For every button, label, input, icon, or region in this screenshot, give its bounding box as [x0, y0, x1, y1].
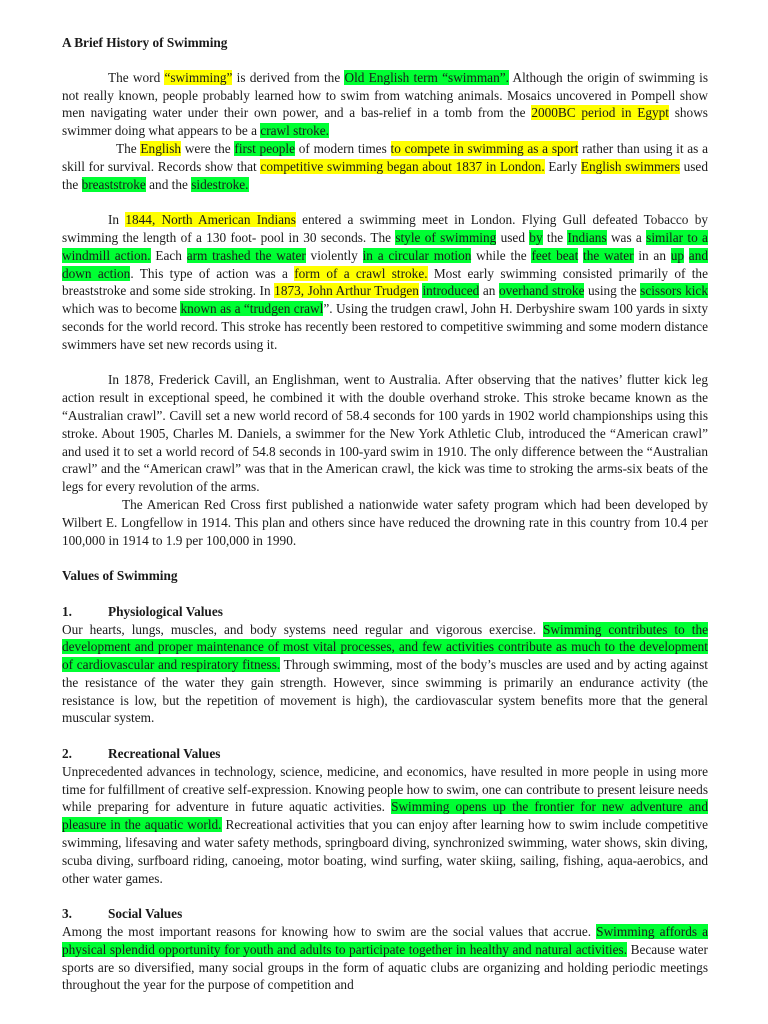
section-number: 1.	[62, 603, 72, 619]
spacer	[62, 354, 708, 372]
document-page	[62, 34, 708, 994]
spacer	[62, 193, 708, 211]
highlight-green: sidestroke.	[191, 176, 249, 192]
highlight-yellow: English swimmers	[580, 158, 680, 174]
highlight-green: overhand stroke	[498, 283, 585, 299]
section-heading	[62, 745, 708, 763]
section-number: 2.	[62, 746, 72, 762]
spacer	[62, 549, 708, 567]
highlight-green: the water	[583, 247, 634, 263]
paragraph: In 1878, Frederick Cavill, an Englishman, went to Australia. After observing that the natives’ flutter kick leg action result in exceptional speed, he combined it with the double overhand stroke. This stroke became known as the “Australian crawl”. Cavill set a new world record of 58.4 seconds for 100 yards in 1902 world championships using this stroke. About 1905, Charles M. Daniels, a swimmer for the New York Athletic Club, introduced the “American crawl” and used it to set a world record of 54.8 seconds in 100-yard swim in 1910. The only difference between the “Australian crawl” and the “American crawl” was that in the American crawl, the kick was time to stroking the arms-six beats of the legs for every revolution of the arms.	[62, 372, 708, 495]
values-title: Values of Swimming	[62, 568, 178, 584]
section-heading-text: Physiological Values	[108, 603, 223, 619]
document-title: A Brief History of Swimming	[62, 35, 228, 50]
highlight-yellow: to compete in swimming as a sport	[390, 140, 579, 156]
highlight-green: style of swimming	[395, 229, 497, 245]
highlight-green: and down action	[62, 247, 708, 281]
highlight-green: crawl stroke.	[260, 123, 329, 139]
highlight-green: Swimming contributes to the development and proper maintenance of most vital processes, and few activities contribute as much to the development of cardiovascular and respiratory fitness.	[62, 621, 708, 673]
highlight-green: known as a “trudgen crawl	[180, 301, 324, 317]
spacer	[62, 585, 708, 603]
highlight-yellow: 1873, John Arthur Trudgen	[274, 283, 419, 299]
section-heading	[62, 603, 708, 621]
highlight-green: Swimming affords a physical splendid opportunity for youth and adults to participate together in healthy and natural activities.	[62, 924, 708, 957]
highlight-green: Swimming opens up the frontier for new adventure and pleasure in the aquatic world.	[62, 799, 708, 833]
highlight-yellow: English	[140, 140, 182, 156]
section-paragraph: Among the most important reasons for knowing how to swim are the social values that accrue. Swimming affords a physical splendid opportunity for youth and adults to participate together in healthy and natural activities. Because water sports are so diversified, many social groups in the form of aquatic clubs are organizing and holding periodic meetings throughout the year for the purpose of competition and	[62, 924, 708, 993]
spacer	[62, 887, 708, 905]
highlight-green: similar to a windmill action.	[62, 229, 708, 263]
highlight-green: Old English term “swimman”.	[344, 69, 509, 85]
highlight-green: arm trashed the water	[186, 247, 306, 263]
paragraph: The word “swimming” is derived from the Old English term “swimman”. Although the origin of swimming is not really known, people probably learned how to swim from watching animals. Mosaics uncovered in Pompell show men navigating water under their own power, and a bas-relief in a tomb from the 2000BC period in Egypt shows swimmer doing what appears to be a crawl stroke.	[62, 69, 708, 139]
paragraph: In 1844, North American Indians entered a swimming meet in London. Flying Gull defeated Tobacco by swimming the length of a 130 foot- pool in 30 seconds. The style of swimming used by the Indians was a similar to a windmill action. Each arm trashed the water violently in a circular motion while the feet beat the water in an up and down action. This type of action was a form of a crawl stroke. Most early swimming consisted primarily of the breaststroke and some side stroking. In 1873, John Arthur Trudgen introduced an overhand stroke using the scissors kick which was to become known as a “trudgen crawl”. Using the trudgen crawl, John H. Derbyshire swam 100 yards in sixty seconds for the world record. This stroke has recently been restored to competitive swimming and some modern distance swimmers have set new records using it.	[62, 212, 708, 352]
section-number: 3.	[62, 906, 72, 922]
section-heading-text: Recreational Values	[108, 746, 221, 762]
paragraph: The American Red Cross first published a nationwide water safety program which had been developed by Wilbert E. Longfellow in 1914. This plan and others since have reduced the drowning rate in this country from 10.4 per 100,000 in 1914 to 1.9 per 100,000 in 1990.	[62, 496, 708, 548]
highlight-green: scissors kick	[640, 283, 708, 299]
highlight-green: breaststroke	[81, 176, 146, 192]
values-sections	[62, 585, 708, 994]
spacer	[62, 727, 708, 745]
section-paragraph: Unprecedented advances in technology, science, medicine, and economics, have resulted in more people in using more time for fulfillment of creative self-expression. Knowing people how to swim, one can contribute to present leisure needs while preparing for adventure in future aquatic activities. Swimming opens up the frontier for new adventure and pleasure in the aquatic world. Recreational activities that you can enjoy after learning how to swim include competitive swimming, lifesaving and water safety methods, springboard diving, synchronized swimming, water shows, skin diving, scuba diving, surfboard riding, canoeing, motor boating, wind surfing, water skiing, sailing, fishing, aqua-aerobics, and other water games.	[62, 763, 709, 886]
highlight-yellow: form of a crawl stroke.	[294, 265, 428, 281]
highlight-green: up	[670, 247, 685, 263]
highlight-green: feet beat	[531, 247, 579, 263]
highlight-green: Indians	[567, 229, 607, 245]
highlight-green: by	[529, 229, 543, 245]
history-section	[62, 69, 708, 550]
section-heading-text: Social Values	[108, 906, 183, 922]
section-paragraph: Our hearts, lungs, muscles, and body systems need regular and vigorous exercise. Swimming contributes to the development and proper maintenance of most vital processes, and few activities contribute as much to the development of cardiovascular and respiratory fitness. Through swimming, most of the body’s muscles are used and by acting against the resistance of the water they gain strength. However, since swimming is primarily an endurance activity (the resistance is low, but the repetition of movement is high), the cardiovascular system benefits more that the general muscular system.	[62, 621, 708, 726]
paragraph: The English were the first people of modern times to compete in swimming as a sport rather than using it as a skill for survival. Records show that competitive swimming began about 1837 in London. Early English swimmers used the breaststroke and the sidestroke.	[62, 140, 708, 192]
highlight-yellow: 2000BC period in Egypt	[531, 105, 669, 121]
highlight-yellow: “swimming”	[164, 69, 233, 85]
highlight-green: in a circular motion	[362, 247, 472, 263]
section-heading	[62, 905, 708, 923]
highlight-green: introduced	[422, 283, 480, 299]
highlight-green: first people	[234, 140, 295, 156]
highlight-yellow: competitive swimming began about 1837 in London.	[260, 158, 545, 174]
highlight-yellow: 1844, North American Indians	[125, 212, 296, 228]
